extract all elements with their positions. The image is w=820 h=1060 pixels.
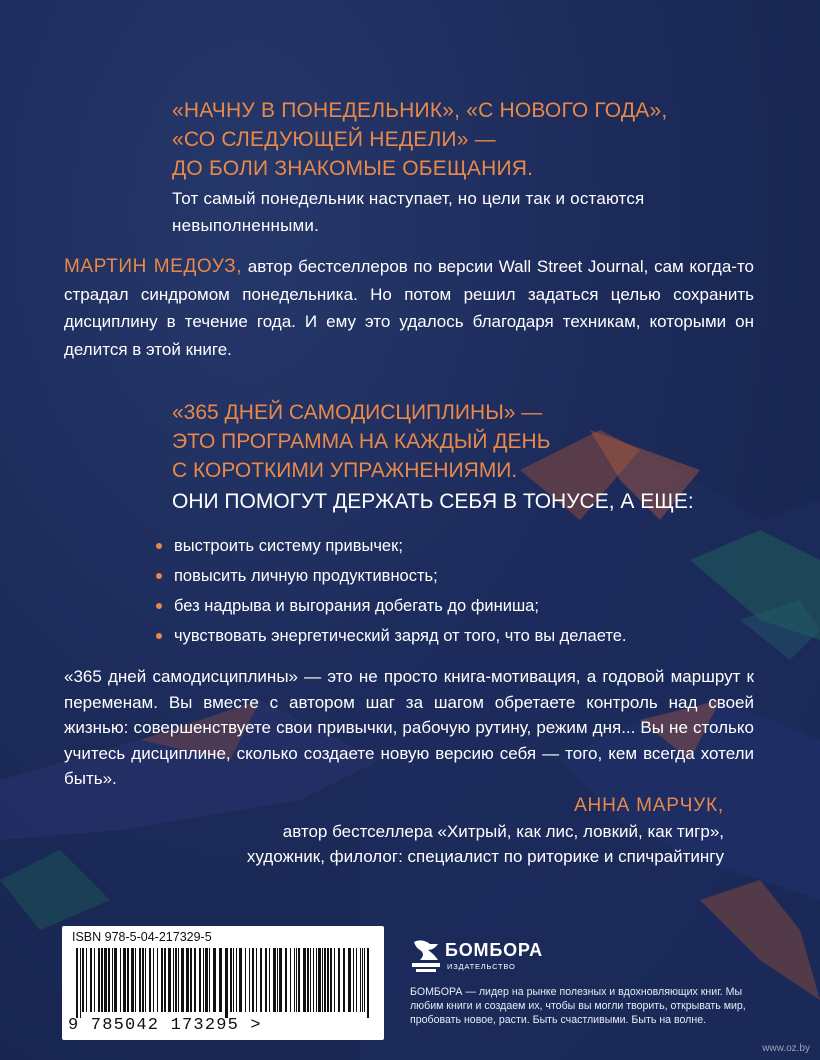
hero-block [172,96,792,239]
list-item [156,531,776,561]
barcode-digits: 9 785042 173295 > [68,1016,262,1035]
program-line-3: С КОРОТКИМИ УПРАЖНЕНИЯМИ. [172,459,518,482]
reviewer-role-2: художник, филолог: специалист по риторике и спичрайтингу [246,847,724,866]
hero-line-1: «НАЧНУ В ПОНЕДЕЛЬНИК», «С НОВОГО ГОДА», [172,99,668,122]
program-line-4: ОНИ ПОМОГУТ ДЕРЖАТЬ СЕБЯ В ТОНУСЕ, А ЕЩЕ: [172,490,694,513]
list-item-text: выстроить систему привычек; [174,537,403,555]
barcode-icon [74,948,374,1018]
barcode-panel [62,926,384,1040]
publisher-logo-text: БОМБОРА [445,940,543,960]
reviewer-signature [84,793,724,870]
list-item [156,621,776,651]
bullet-dot-icon [156,633,162,639]
list-item-text: без надрыва и выгорания добегать до финиша; [174,597,539,615]
program-block [172,398,792,516]
author-paragraph [64,253,754,363]
benefit-list [156,531,776,651]
bullet-dot-icon [156,573,162,579]
hero-line-2: «СО СЛЕДУЮЩЕЙ НЕДЕЛИ» — [172,128,496,151]
review-quote: «365 дней самодисциплины» — это не просто книга-мотивация, а годовой маршрут к переменам. Вы вместе с автором шаг за шагом обретаете контроль над своей жизнью: совершенствуете свои привычки, рабочую рутину, режим дня... Вы не столько учитесь дисциплине, сколько создаете новую версию себя — того, кем всегда хотели быть». [64,667,754,788]
reviewer-role-1: автор бестселлера «Хитрый, как лис, ловкий, как тигр», [282,821,724,841]
author-text: автор бестселлеров по версии Wall Street Journal, сам когда-то страдал синдромом понедельника. Но потом решил задаться целью сохранить дисциплину в течение года. И ему это удалось благодаря техникам, которыми он делится в этой книге. [64,257,754,359]
bullet-dot-icon [156,603,162,609]
publisher-description: БОМБОРА — лидер на рынке полезных и вдохновляющих книг. Мы любим книги и создаем их, чтобы вы могли творить, открывать мир, пробовать новое, расти. Быть счастливыми. Быть на волне. [410,986,746,1026]
author-name: МАРТИН МЕДОУЗ, [64,256,243,277]
hero-line-3: ДО БОЛИ ЗНАКОМЫЕ ОБЕЩАНИЯ. [172,157,534,180]
publisher-logo-subtitle: ИЗДАТЕЛЬСТВО [447,962,516,971]
list-item [156,561,776,591]
list-item [156,591,776,621]
hero-body: Тот самый понедельник наступает, но цели так и остаются невыполненными. [172,189,645,235]
reviewer-name: АННА МАРЧУК, [574,795,724,816]
bullet-dot-icon [156,543,162,549]
list-item-text: чувствовать энергетический заряд от того, что вы делаете. [174,627,627,645]
program-line-2: ЭТО ПРОГРАММА НА КАЖДЫЙ ДЕНЬ [172,430,551,453]
program-line-1: «365 ДНЕЙ САМОДИСЦИПЛИНЫ» — [172,401,543,424]
list-item-text: повысить личную продуктивность; [174,567,438,585]
isbn-label: ISBN 978-5-04-217329-5 [72,930,212,944]
watermark: www.oz.by [762,1043,810,1054]
